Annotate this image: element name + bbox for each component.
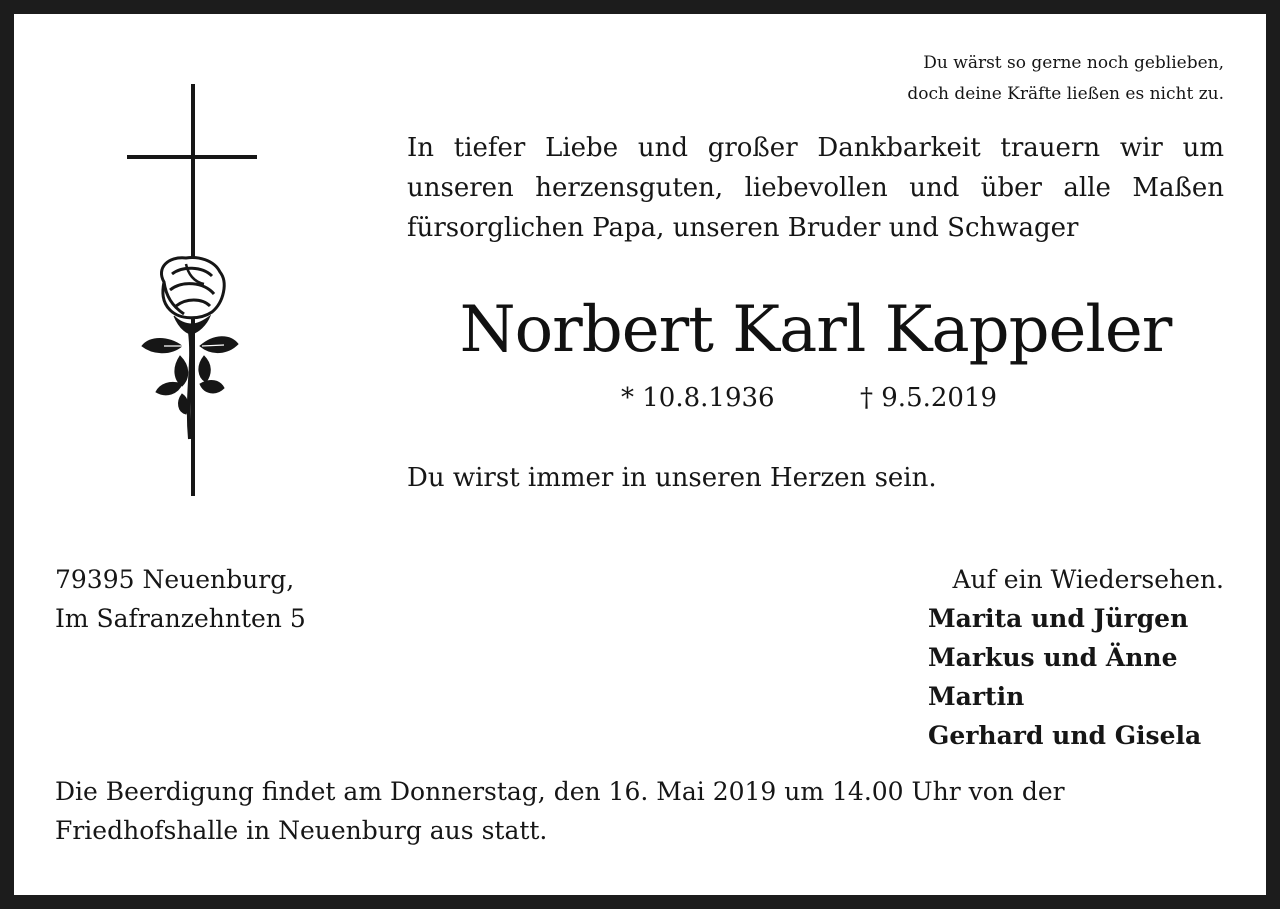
motto-line: Du wärst so gerne noch geblieben, [923,53,1224,73]
birth-date: * 10.8.1936 [621,383,775,413]
family-signatures [904,560,1224,755]
deceased-name: Norbert Karl Kappeler [459,293,1172,367]
rose-icon [142,258,238,439]
death-date: † 9.5.2019 [860,383,998,413]
family-member: Gerhard und Gisela [928,721,1202,750]
intro-text: In tiefer Liebe und großer Dankbarkeit trauern wir um unseren herzensguten, liebevollen und über alle Maßen fürsorglichen Papa, unseren Bruder und Schwager [407,133,1224,243]
family-member: Martin [928,682,1025,711]
family-member: Markus und Änne [928,643,1178,672]
motto-line: doch deine Kräfte ließen es nicht zu. [907,84,1224,104]
address [55,560,306,638]
greeting: Auf ein Wiedersehen. [952,565,1224,594]
family-member: Marita und Jürgen [928,604,1189,633]
obituary-notice [14,14,1266,895]
farewell-line: Du wirst immer in unseren Herzen sein. [407,463,937,493]
funeral-notice: Die Beerdigung findet am Donnerstag, den 16. Mai 2019 um 14.00 Uhr von der Friedhofshalle in Neuenburg aus statt. [55,777,1065,845]
cross-with-rose-icon [124,84,264,504]
motto [804,48,1224,110]
address-line: Im Safranzehnten 5 [55,604,306,633]
address-line: 79395 Neuenburg, [55,565,295,594]
